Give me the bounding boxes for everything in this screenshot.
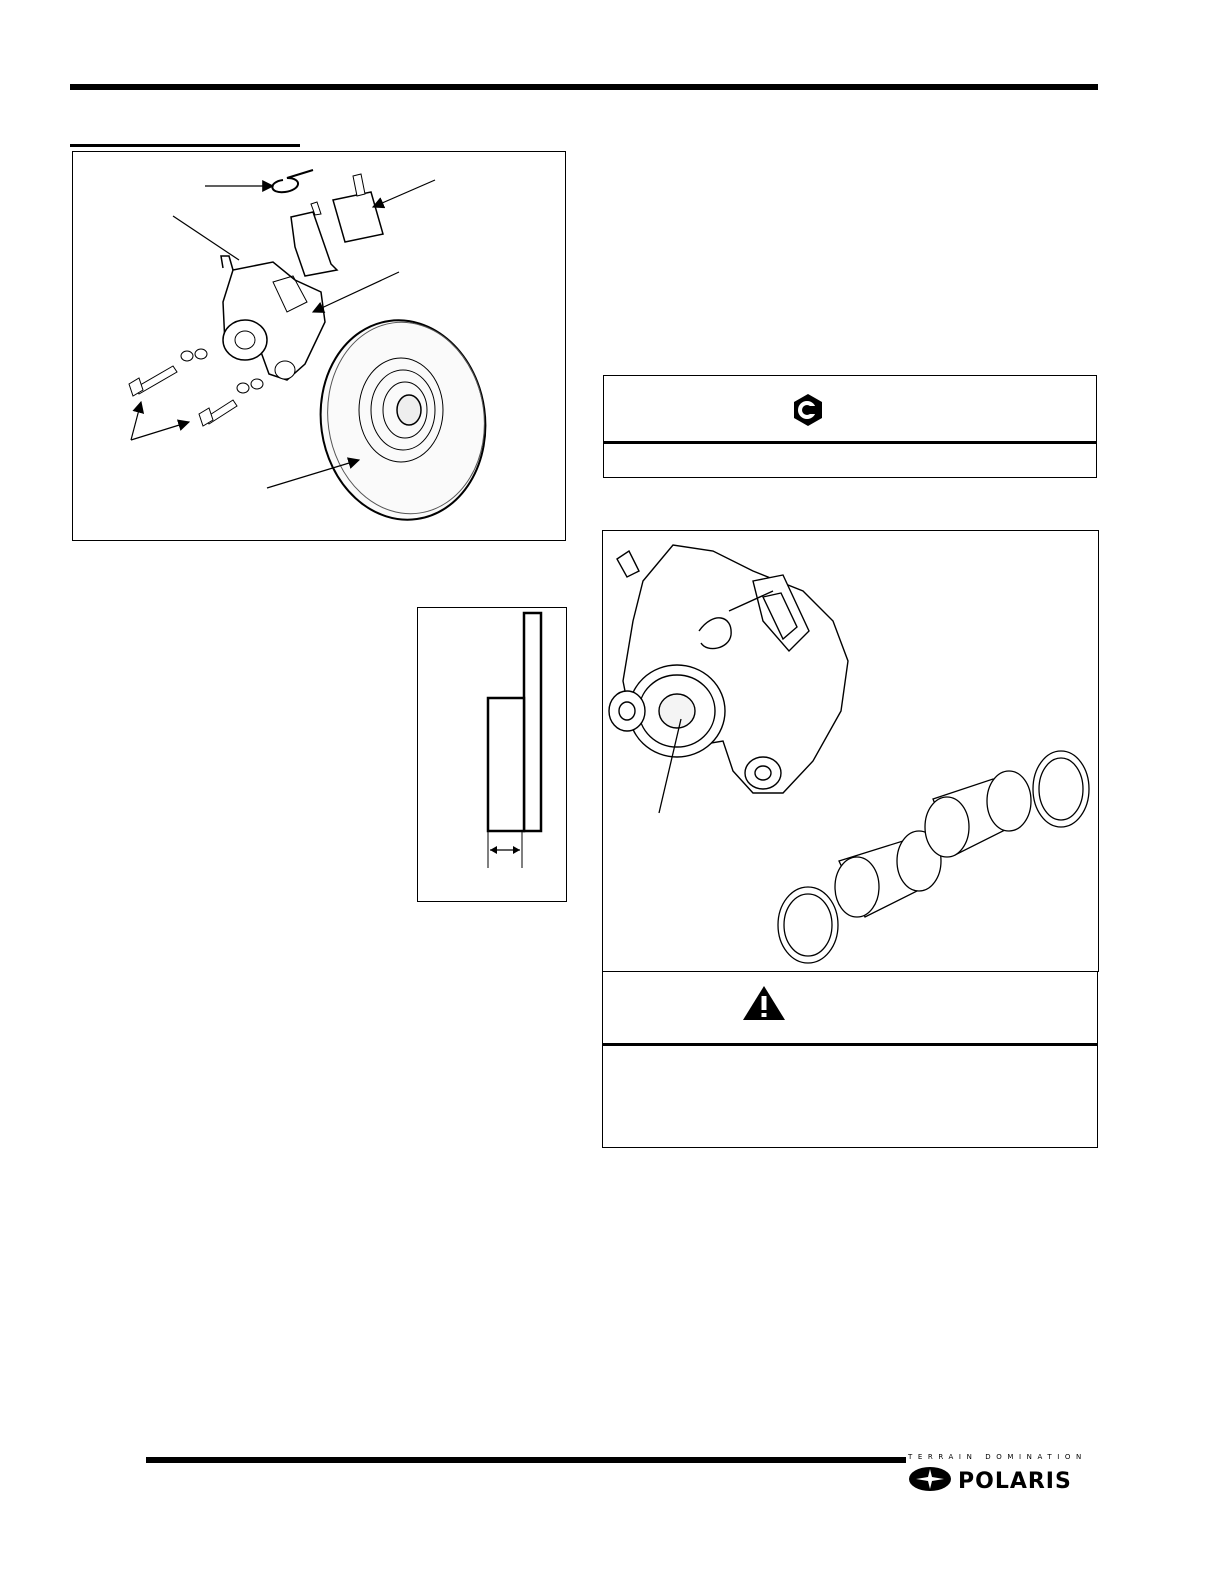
polaris-star-icon	[908, 1466, 952, 1497]
caliper-piston-figure	[602, 530, 1099, 972]
caliper-exploded-drawing	[73, 152, 565, 540]
notice-divider	[604, 441, 1096, 444]
retaining-pin	[272, 170, 313, 192]
footer-rule	[146, 1457, 906, 1463]
brake-pads	[291, 174, 383, 276]
pad-thickness-drawing	[418, 608, 566, 901]
brake-disc	[308, 310, 498, 531]
brand-logo	[908, 1466, 1072, 1497]
caliper-housing	[609, 545, 848, 793]
warning-triangle-icon	[741, 984, 787, 1027]
footer-brand	[906, 1453, 1098, 1501]
warning-divider	[603, 1043, 1097, 1046]
caliper-piston-drawing	[603, 531, 1098, 971]
tool-notice-box	[603, 375, 1097, 478]
warning-box	[602, 971, 1098, 1148]
wrench-icon	[790, 392, 826, 433]
brand-tagline: TERRAIN DOMINATION	[908, 1453, 1087, 1461]
pad-thickness-figure	[417, 607, 567, 902]
section-heading-underline	[70, 144, 300, 147]
caliper-exploded-figure	[72, 151, 566, 541]
brand-wordmark: POLARIS	[958, 1469, 1072, 1494]
pistons-and-seals	[778, 751, 1089, 963]
header-rule	[70, 84, 1098, 90]
